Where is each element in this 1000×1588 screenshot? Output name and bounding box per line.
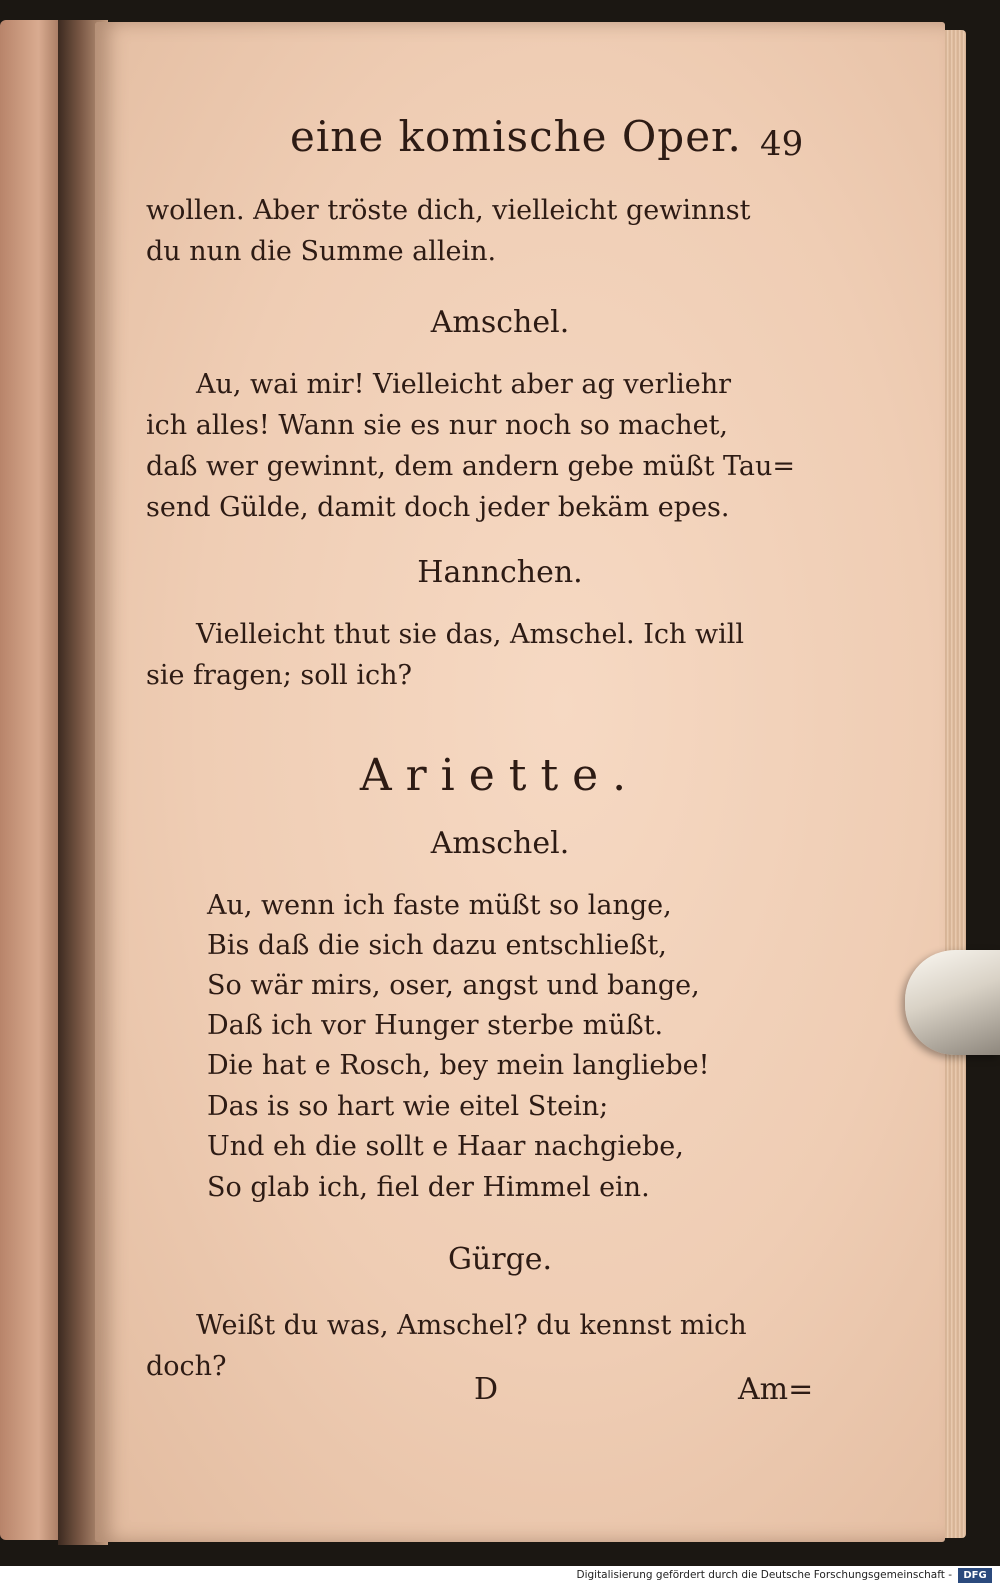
speaker-name: Amschel. xyxy=(430,305,570,340)
ariette-title: Ariette. xyxy=(359,750,641,801)
page-number: 49 xyxy=(760,124,804,164)
paragraph-line: Weißt du was, Amschel? du kennst mich xyxy=(196,1310,747,1341)
paragraph-line: Vielleicht thut sie das, Amschel. Ich will xyxy=(196,619,745,650)
footer-credit: Digitalisierung gefördert durch die Deutsche Forschungsgemeinschaft - xyxy=(576,1569,952,1581)
paragraph-line: ich alles! Wann sie es nur noch so machet, xyxy=(146,410,729,441)
catchword: Am= xyxy=(738,1372,814,1407)
running-title: eine komische Oper. xyxy=(290,112,742,161)
verse-line: Bis daß die sich dazu entschließt, xyxy=(207,930,667,961)
verse-line: Daß ich vor Hunger sterbe müßt. xyxy=(207,1010,664,1041)
paragraph-line: sie fragen; soll ich? xyxy=(146,660,412,691)
speaker-name: Amschel. xyxy=(430,826,570,861)
paragraph-line: doch? xyxy=(146,1351,227,1382)
paragraph-line: wollen. Aber tröste dich, vielleicht gewinnst xyxy=(146,195,751,226)
verse-line: Das is so hart wie eitel Stein; xyxy=(207,1091,609,1122)
paragraph-line: daß wer gewinnt, dem andern gebe müßt Tau= xyxy=(146,451,796,482)
verse-line: Au, wenn ich faste müßt so lange, xyxy=(207,890,672,921)
verse-line: So wär mirs, oser, angst und bange, xyxy=(207,970,700,1001)
dfg-logo: DFG xyxy=(958,1568,992,1583)
speaker-name: Hannchen. xyxy=(417,555,583,590)
paragraph-line: Au, wai mir! Vielleicht aber ag verliehr xyxy=(196,369,732,400)
signature-mark: D xyxy=(474,1372,499,1407)
verse-line: Und eh die sollt e Haar nachgiebe, xyxy=(207,1131,684,1162)
verse-line: So glab ich, fiel der Himmel ein. xyxy=(207,1172,650,1203)
verse-line: Die hat e Rosch, bey mein langliebe! xyxy=(207,1050,710,1081)
speaker-name: Gürge. xyxy=(447,1242,553,1277)
page-clip xyxy=(905,950,1000,1055)
paragraph-line: send Gülde, damit doch jeder bekäm epes. xyxy=(146,492,730,523)
paragraph-line: du nun die Summe allein. xyxy=(146,236,497,267)
